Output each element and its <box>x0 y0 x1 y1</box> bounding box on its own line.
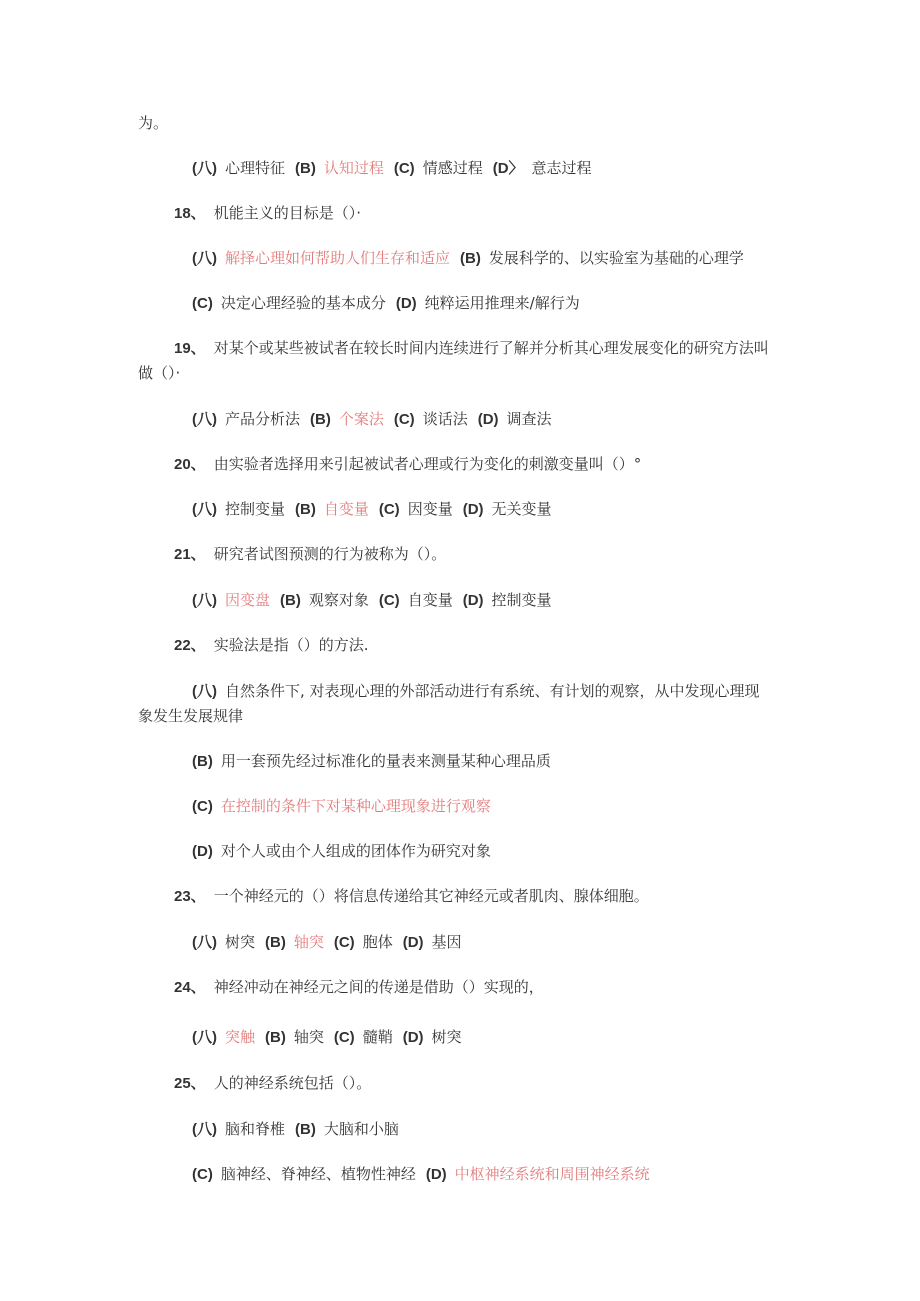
text-line <box>192 1118 409 1141</box>
text-line <box>138 112 178 134</box>
option-marker: (C) <box>378 592 400 609</box>
text-line <box>192 1163 660 1186</box>
body-text: 研究者试图预测的行为被称为（）。 <box>213 545 447 563</box>
option-marker: (D) <box>395 295 417 312</box>
text-line <box>174 202 371 225</box>
option-marker: (D) <box>425 1166 447 1183</box>
option-marker: (八) <box>192 934 217 951</box>
body-text: 纯粹运用推理来/解行为 <box>424 294 580 312</box>
body-text: 髓鞘 <box>362 1028 393 1046</box>
text-line <box>192 498 562 521</box>
option-marker: (C) <box>378 501 400 518</box>
answer-text: 解择心理如何帮助人们生存和适应 <box>225 249 451 267</box>
text-line <box>174 634 378 657</box>
body-text: 人的神经系统包括（）。 <box>213 1074 372 1092</box>
body-text: 实验法是指（）的方法. <box>213 636 369 654</box>
body-text: 情感过程 <box>422 159 483 177</box>
option-marker: 18、 <box>174 205 206 222</box>
answer-text: 认知过程 <box>323 159 384 177</box>
body-text: 象发生发展规律 <box>138 707 244 725</box>
answer-text: 中枢神经系统和周围神经系统 <box>454 1165 650 1183</box>
body-text: 因变量 <box>407 500 453 518</box>
text-line <box>192 680 770 703</box>
text-line <box>192 157 602 180</box>
answer-text: 轴突 <box>293 933 324 951</box>
option-marker: (八) <box>192 160 217 177</box>
text-line <box>174 337 779 360</box>
option-marker: (C) <box>333 934 355 951</box>
text-line <box>174 543 456 566</box>
body-text: 脑神经、脊神经、植物性神经 <box>220 1165 416 1183</box>
option-marker: (八) <box>192 1121 217 1138</box>
body-text: 用一套预先经过标准化的量表来测量某种心理品质 <box>220 752 551 770</box>
option-marker: (B) <box>460 250 481 267</box>
body-text: 大脑和小脑 <box>323 1120 399 1138</box>
text-line <box>174 453 651 476</box>
answer-text: 因变盘 <box>225 591 271 609</box>
option-marker: 20、 <box>174 456 206 473</box>
body-text: 心理特征 <box>225 159 286 177</box>
body-text: 控制变量 <box>491 591 552 609</box>
body-text: 产品分析法 <box>225 410 301 428</box>
text-line <box>192 750 561 773</box>
body-text: 为。 <box>138 114 169 132</box>
body-text: 控制变量 <box>225 500 286 518</box>
body-text: 由实验者选择用来引起被试者心理或行为变化的刺激变量叫（）° <box>213 455 642 473</box>
body-text: 做（）· <box>138 364 181 382</box>
text-line <box>192 931 472 954</box>
answer-text: 在控制的条件下对某种心理现象进行观察 <box>220 797 491 815</box>
option-marker: (B) <box>265 1029 286 1046</box>
option-marker: (八) <box>192 250 217 267</box>
option-marker: (B) <box>265 934 286 951</box>
option-marker: 19、 <box>174 340 206 357</box>
body-text: 树突 <box>225 933 256 951</box>
option-marker: 25、 <box>174 1075 206 1092</box>
text-line <box>192 292 590 315</box>
option-marker: (B) <box>192 753 213 770</box>
option-marker: (B) <box>280 592 301 609</box>
body-text: 发展科学的、以实验室为基础的心理学 <box>488 249 744 267</box>
body-text: 谈话法 <box>422 410 468 428</box>
option-marker: 24、 <box>174 979 206 996</box>
body-text: 对某个或某些被试者在较长时间内连续进行了解并分析其心理发展变化的研究方法叫 <box>213 339 769 357</box>
body-text: 自变量 <box>407 591 453 609</box>
answer-text: 突触 <box>225 1028 256 1046</box>
body-text: 观察对象 <box>308 591 369 609</box>
option-marker: (B) <box>295 160 316 177</box>
option-marker: (D) <box>462 501 484 518</box>
body-text: 一个神经元的（）将信息传递给其它神经元或者肌肉、腺体细胞。 <box>213 887 649 905</box>
body-text: 神经冲动在神经元之间的传递是借助（）实现的， <box>213 978 544 996</box>
body-text: 树突 <box>431 1028 462 1046</box>
option-marker: (B) <box>295 1121 316 1138</box>
option-marker: (D) <box>477 411 499 428</box>
text-line <box>138 362 190 384</box>
text-line <box>138 705 253 727</box>
text-line <box>192 840 501 863</box>
option-marker: (D) <box>192 843 213 860</box>
body-text: 调查法 <box>506 410 552 428</box>
body-text: 自然条件下, 对表现心理的外部活动进行有系统、有计划的观察，从中发现心理现 <box>225 682 760 700</box>
option-marker: (C) <box>192 798 213 815</box>
body-text: 机能主义的目标是（）· <box>213 204 361 222</box>
text-line <box>174 885 659 908</box>
body-text: 无关变量 <box>491 500 552 518</box>
body-text: 意志过程 <box>531 159 592 177</box>
body-text: 基因 <box>431 933 462 951</box>
text-line <box>192 247 754 270</box>
option-marker: (C) <box>393 411 415 428</box>
text-line <box>192 408 562 431</box>
option-marker: (D) <box>402 1029 424 1046</box>
option-marker: (D) <box>402 934 424 951</box>
option-marker: (八) <box>192 411 217 428</box>
option-marker: (B) <box>310 411 331 428</box>
option-marker: (八) <box>192 1029 217 1046</box>
option-marker: (八) <box>192 592 217 609</box>
option-marker: 21、 <box>174 546 206 563</box>
text-line <box>192 1026 472 1049</box>
body-text: 胞体 <box>362 933 393 951</box>
option-marker: 23、 <box>174 888 206 905</box>
option-marker: (D〉 <box>492 160 524 177</box>
text-line <box>192 589 562 612</box>
body-text: 对个人或由个人组成的团体作为研究对象 <box>220 842 491 860</box>
option-marker: (八) <box>192 683 217 700</box>
option-marker: (D) <box>462 592 484 609</box>
body-text: 脑和脊椎 <box>225 1120 286 1138</box>
option-marker: (B) <box>295 501 316 518</box>
option-marker: (C) <box>393 160 415 177</box>
text-line <box>192 795 501 818</box>
option-marker: (C) <box>192 1166 213 1183</box>
text-line <box>174 1072 381 1095</box>
option-marker: (C) <box>333 1029 355 1046</box>
answer-text: 自变量 <box>323 500 369 518</box>
option-marker: (C) <box>192 295 213 312</box>
answer-text: 个案法 <box>338 410 384 428</box>
body-text: 轴突 <box>293 1028 324 1046</box>
option-marker: (八) <box>192 501 217 518</box>
text-line <box>174 976 554 999</box>
body-text: 决定心理经验的基本成分 <box>220 294 386 312</box>
option-marker: 22、 <box>174 637 206 654</box>
